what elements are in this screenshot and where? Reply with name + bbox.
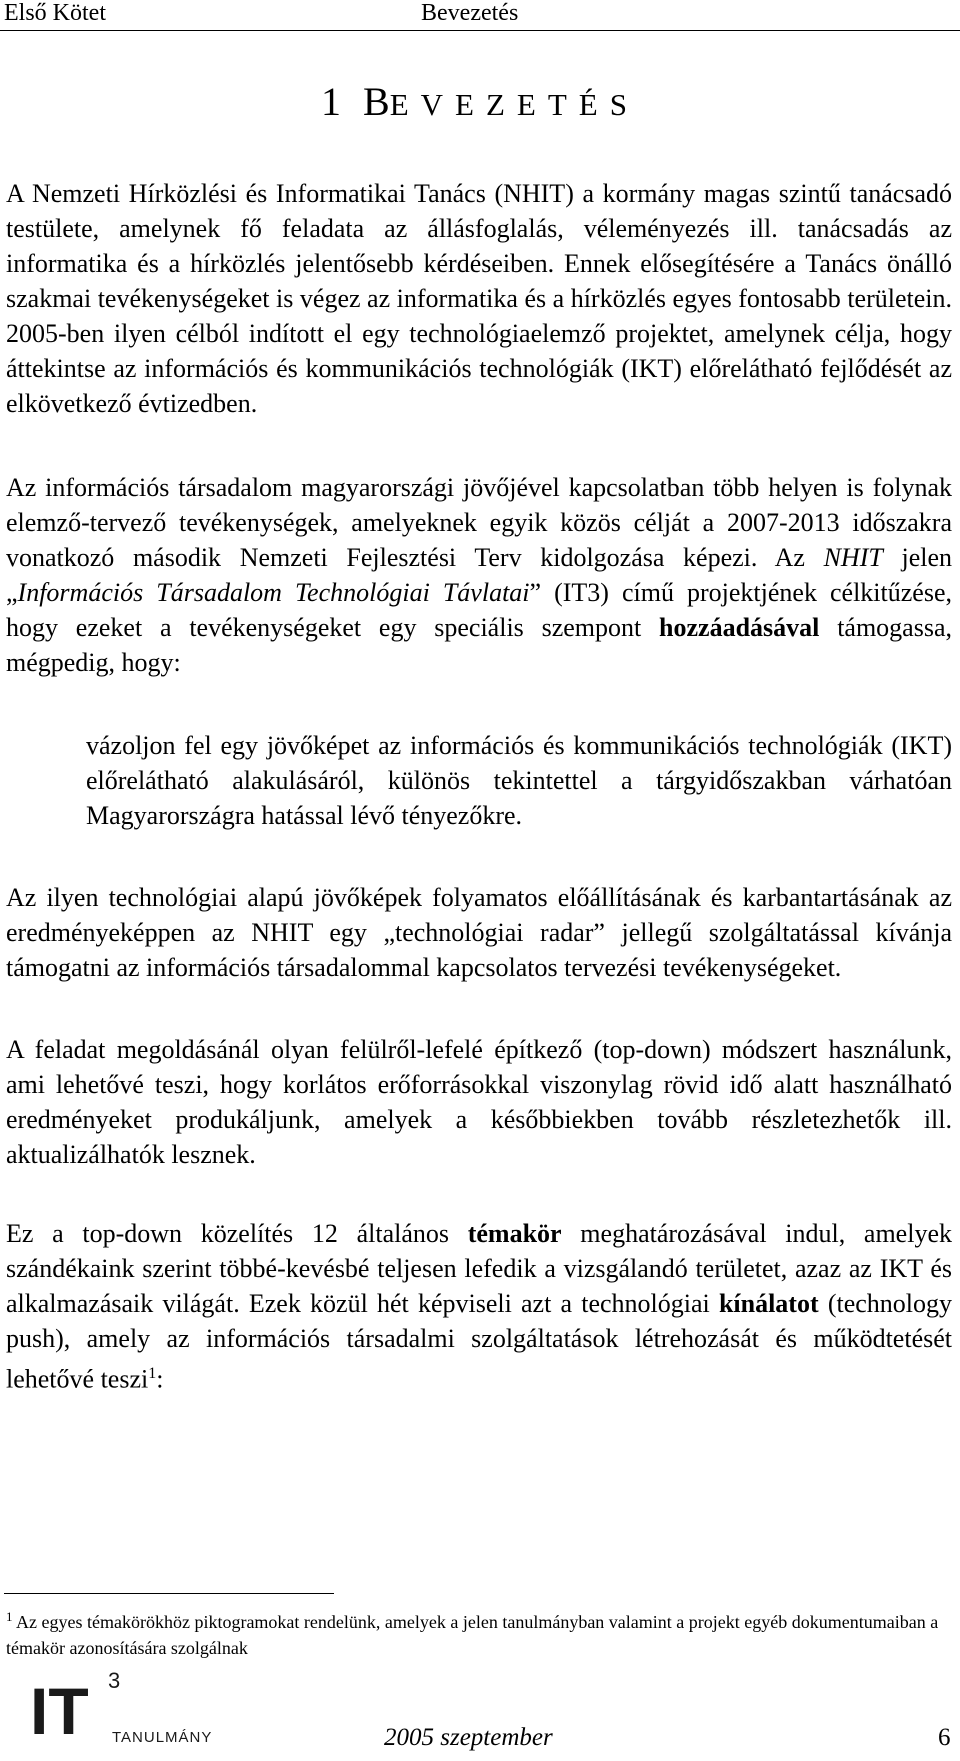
chapter-title <box>0 78 960 125</box>
paragraph-2: Az információs társadalom magyarországi jövőjével kapcsolatban több helyen is folynak elemző-tervező tevékenységek, amelyeknek egyik közös célját a 2007-2013 időszakra vonatkozó második Nemzeti Fejlesztési Terv kidolgozása képezi. Az NHIT jelen „Információs Társadalom Technológiai Távlatai” (IT3) című projektjének célkitűzése, hogy ezeket a tevékenységeket egy speciális szempont hozzáadásával támogassa, mégpedig, hogy: <box>6 473 952 677</box>
logo-main-text: IT <box>30 1674 89 1748</box>
footnote-rule <box>4 1593 334 1594</box>
footnote-text: Az egyes témakörökhöz piktogramokat rendelünk, amelyek a jelen tanulmányban valamint a projekt egyéb dokumentumaiban a témakör azonosítására szolgálnak <box>6 1612 939 1658</box>
it3-tanulmany-logo <box>22 1664 267 1754</box>
footnote <box>6 1604 952 1661</box>
footnote-mark: 1 <box>6 1609 13 1624</box>
running-header-center: Bevezetés <box>421 0 519 26</box>
paragraph-1: A Nemzeti Hírközlési és Informatikai Tanács (NHIT) a kormány magas szintű tanácsadó testülete, amelynek fő feladata az állásfoglalás, véleményezés ill. tanácsadás az informatika és a hírközlés jelentősebb kérdéseiben. Ennek elősegítésére a Tanács önálló szakmai tevékenységeket is végez az informatika és a hírközlés egyes fontosabb területein. 2005-ben ilyen célból indított el egy technológiaelemző projektet, amelynek célja, hogy áttekintse az információs és kommunikációs technológiák (IKT) előrelátható fejlődését az elkövetkező évtizedben. <box>6 179 952 418</box>
quoted-goal: vázoljon fel egy jövőképet az információs és kommunikációs technológiák (IKT) előrelátható alakulásáról, különös tekintettel a tárgyidőszakban várhatóan Magyarországra hatással lévő tényezőkre. <box>86 731 952 830</box>
running-header-left: Első Kötet <box>4 0 106 26</box>
paragraph-4: A feladat megoldásánál olyan felülről-lefelé építkező (top-down) módszert használunk, ami lehetővé teszi, hogy korlátos erőforrásokkal viszonylag rövid idő alatt használható eredményeket produkáljunk, amelyek a későbbiekben tovább részletezhetők ill. aktualizálhatók lesznek. <box>6 1035 952 1169</box>
chapter-number: 1 <box>321 79 342 124</box>
logo-sup-text: 3 <box>108 1668 121 1693</box>
chapter-title-initial: B <box>363 79 390 124</box>
footer-date: 2005 szeptember <box>384 1724 553 1751</box>
paragraph-5: Ez a top-down közelítés 12 általános témakör meghatározásával indul, amelyek szándékaink szerint többé-kevésbé teljesen lefedik a vizsgálandó területet, azaz az IKT és alkalmazásaik világát. Ezek közül hét képviseli azt a technológiai kínálatot (technology push), amely az információs társadalmi szolgáltatások létrehozását és működtetését lehetővé teszi$^1$: <box>6 1219 952 1394</box>
chapter-title-rest: EVEZETÉS <box>389 87 639 122</box>
header-rule <box>0 30 960 31</box>
logo-sub-text: TANULMÁNY <box>112 1729 213 1746</box>
paragraph-3: Az ilyen technológiai alapú jövőképek folyamatos előállításának és karbantartásának az eredményeképpen az NHIT egy „technológiai radar” jellegű szolgáltatással kívánja támogatni az információs társadalommal kapcsolatos tervezési tevékenységeket. <box>6 883 952 982</box>
page-number: 6 <box>938 1724 951 1751</box>
